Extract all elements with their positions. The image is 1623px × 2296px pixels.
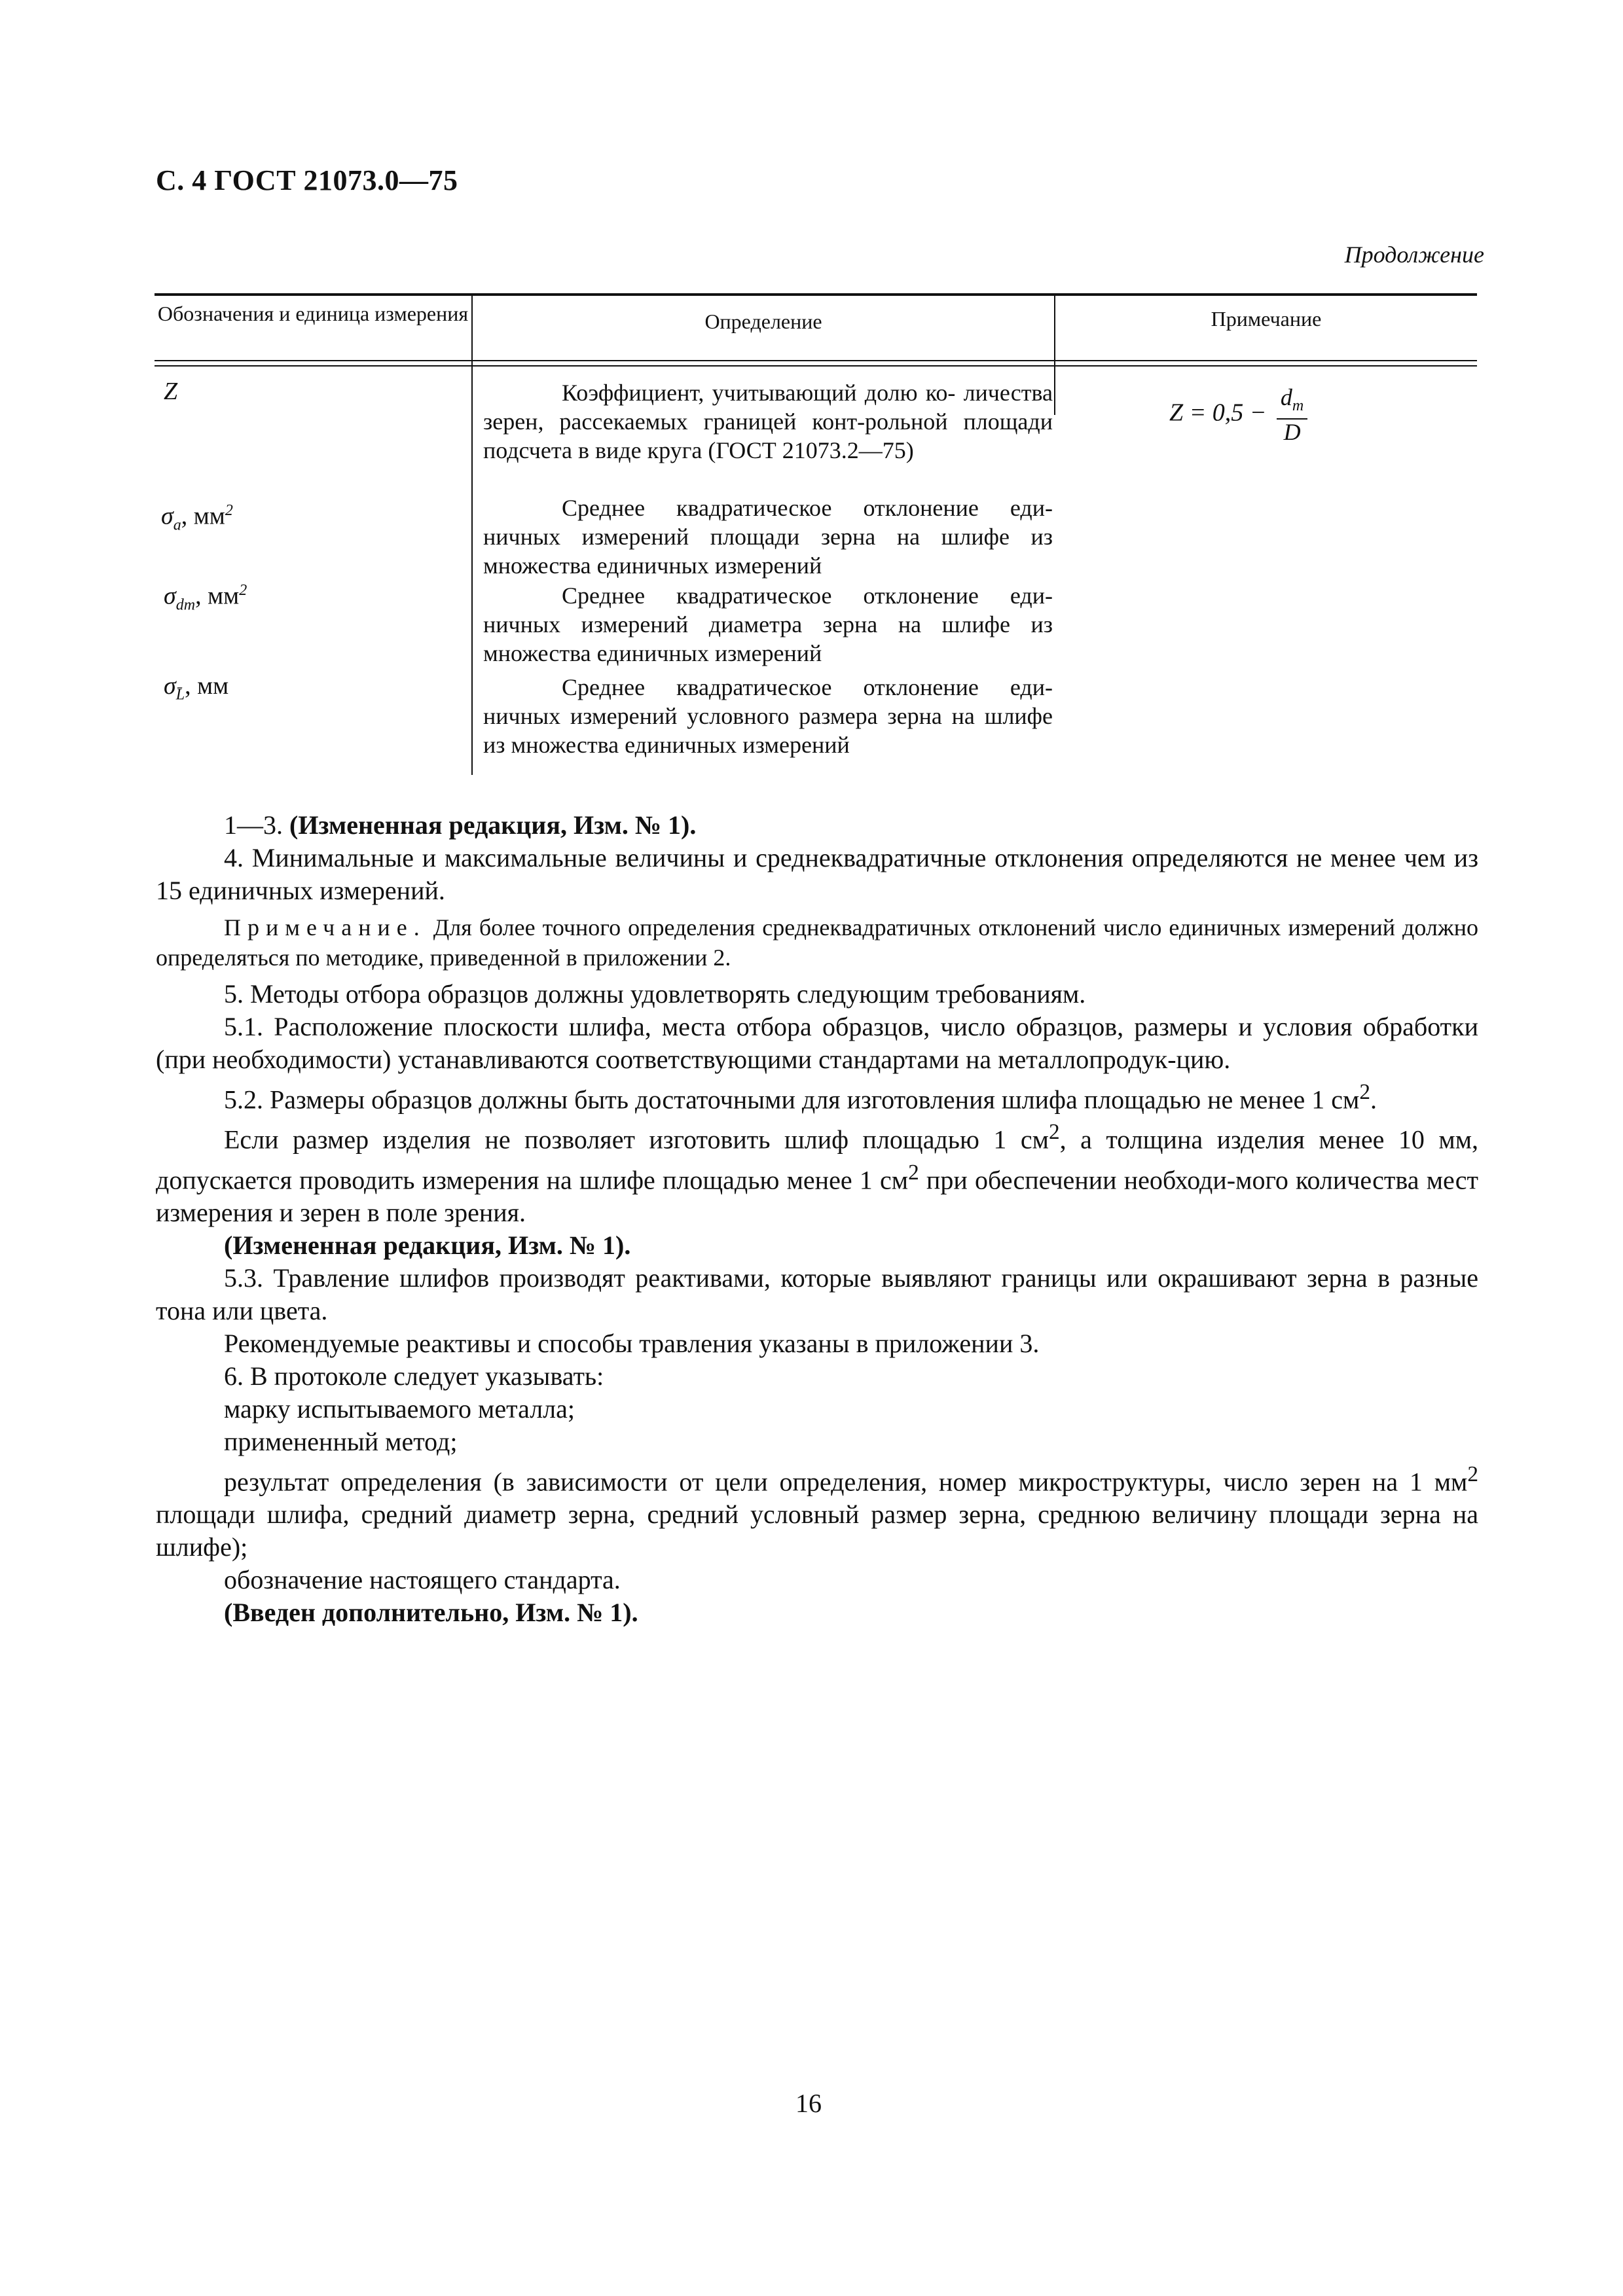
table-header-rule-2 xyxy=(155,365,1477,367)
paragraph-5: 5. Методы отбора образцов должны удовлетворять следующим требованиям. xyxy=(224,979,1086,1009)
page-number: 16 xyxy=(795,2089,822,2118)
document-header-title: С. 4 ГОСТ 21073.0—75 xyxy=(156,164,458,196)
symbol-sigma-a: $\sigma_a$, $мм^2$ xyxy=(161,502,233,534)
paragraph-1-3: 1—3. (Измененная редакция, Изм. № 1). xyxy=(224,810,697,840)
definition-z xyxy=(483,378,1053,465)
amendment-note-2: (Введен дополнительно, Изм. № 1). xyxy=(224,1598,638,1628)
definition-sigma-l: Среднее квадратическое отклонение еди- ничных измерений условного размера зерна на шлифе из множества единичных измерений xyxy=(483,674,1053,758)
note-text: Для более точного определения среднеквадратичных отклонений число единичных измерений должно определяться по методике, приведенной в приложении 2. xyxy=(156,914,1478,971)
col-header-note: Примечание xyxy=(1211,307,1322,331)
paragraph-5-2-size: Если размер изделия не позволяет изготовить шлиф площадью 1 $см^2$, а толщина изделия менее 10 мм, допускается проводить измерения на шлифе площадью менее 1 $см^2$ при обеспечении необходи-мого количества мест измерения и зерен в поле зрения. xyxy=(156,1120,1479,1227)
col-header-definition: Определение xyxy=(704,310,822,333)
table-top-rule xyxy=(155,293,1477,296)
z-formula-lhs: Z = 0,5 − xyxy=(1169,399,1267,427)
protocol-item-standard: обозначение настоящего стандарта. xyxy=(224,1565,621,1595)
continuation-label: Продолжение xyxy=(1344,242,1484,268)
table-col-divider-1 xyxy=(471,293,473,775)
definition-sigma-dm: Среднее квадратическое отклонение еди- ничных измерений диаметра зерна на шлифе из множества единичных измерений xyxy=(483,583,1053,666)
paragraph-6: 6. В протоколе следует указывать: xyxy=(224,1361,604,1391)
paragraph-5-2: 5.2. Размеры образцов должны быть достаточными для изготовления шлифа площадью не менее 1 $см^2$. xyxy=(224,1080,1377,1115)
paragraph-reagents: Рекомендуемые реактивы и способы травления указаны в приложении 3. xyxy=(224,1328,1040,1358)
protocol-item-result: результат определения (в зависимости от цели определения, номер микроструктуры, число зерен на 1 $мм^2$ площади шлифа, средний диаметр зерна, средний условный размер зерна, среднюю величину площади зерна на шлифе); xyxy=(156,1462,1478,1562)
z-formula-denominator: D xyxy=(1283,419,1301,446)
paragraph-5-3: 5.3. Травление шлифов производят реактивами, которые выявляют границы или окрашивают зерна в разные тона или цвета. xyxy=(156,1263,1478,1325)
paragraph-4: 4. Минимальные и максимальные величины и среднеквадратичные отклонения определяются не менее чем из 15 единичных измерений. xyxy=(156,843,1478,905)
symbol-sigma-l: $\sigma_{L̄}$, мм xyxy=(164,672,229,704)
z-formula-numerator: $d_m$ xyxy=(1277,385,1307,420)
protocol-item-metal: марку испытываемого металла; xyxy=(224,1393,575,1424)
document-body xyxy=(156,809,1478,1629)
definition-sigma-a: Среднее квадратическое отклонение еди- ничных измерений площади зерна на шлифе из множества единичных измерений xyxy=(483,495,1053,579)
col-header-designation: Обозначения и единица измерения xyxy=(157,302,469,325)
note-label: Примечание. xyxy=(224,914,426,941)
z-formula xyxy=(1169,385,1307,444)
symbol-z xyxy=(164,378,177,404)
paragraph-5-1: 5.1. Расположение плоскости шлифа, места отбора образцов, число образцов, размеры и условия обработки (при необходимости) устанавливаются соответствующими стандартами на металлопродук-цию. xyxy=(156,1012,1478,1074)
z-formula-fraction xyxy=(1277,385,1307,444)
definitions-table xyxy=(155,293,1477,775)
amendment-note-1: (Измененная редакция, Изм. № 1). xyxy=(224,1230,631,1260)
definition-z-rest: личества зерен, рассекаемых границей конт-рольной площади подсчета в виде круга (ГОСТ 21073.2—75) xyxy=(483,380,1053,463)
note-paragraph xyxy=(156,912,1478,973)
symbol-z-text: Z xyxy=(164,378,178,405)
definition-z-first: Коэффициент, учитывающий долю ко- xyxy=(562,380,956,406)
protocol-item-method: примененный метод; xyxy=(224,1426,458,1456)
symbol-sigma-dm: $\sigma_{dm}$, $мм^2$ xyxy=(164,582,247,614)
table-header-rule-1 xyxy=(155,360,1477,361)
